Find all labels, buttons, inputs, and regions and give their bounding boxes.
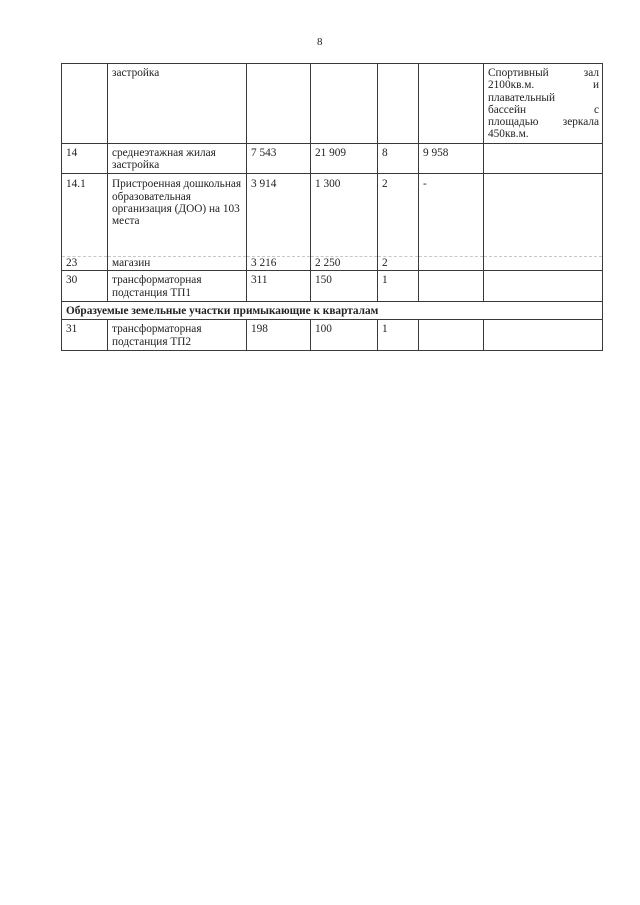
- cell-value-c: [378, 64, 419, 144]
- cell-value-b: 21 909: [311, 143, 378, 174]
- table-row: [62, 320, 603, 351]
- cell-divider: [419, 256, 483, 257]
- cell-name: застройка: [108, 64, 247, 144]
- note-line: плавательный: [488, 91, 556, 104]
- section-heading: Образуемые земельные участки примыкающие к кварталам: [62, 301, 603, 319]
- cell-note: [484, 64, 603, 144]
- section-heading-row: [62, 301, 603, 319]
- page-number: 8: [317, 36, 323, 48]
- cell-value-c: [378, 174, 419, 271]
- cell-value-a: [247, 64, 311, 144]
- cell-value-b: 150: [311, 271, 378, 302]
- cell-value-c: 1: [378, 271, 419, 302]
- note-line: площадью зеркала: [488, 116, 599, 129]
- cell-value-d: [419, 271, 484, 302]
- cell-value-c-bottom: 2: [382, 257, 388, 270]
- cell-number: 14: [62, 143, 108, 174]
- cell-name: трансформаторная подстанция ТП2: [108, 320, 247, 351]
- cell-value-b-bottom: 2 250: [315, 257, 341, 270]
- cell-number-bottom: 23: [66, 257, 78, 270]
- cell-value-a: 198: [247, 320, 311, 351]
- cell-value-d-top: -: [423, 178, 427, 191]
- cell-value-c-top: 2: [382, 178, 388, 191]
- note-line: Спортивный зал: [488, 67, 599, 79]
- cell-value-d: [419, 64, 484, 144]
- cell-name: среднеэтажная жилая застройка: [108, 143, 247, 174]
- cell-name: [108, 174, 247, 271]
- cell-name-top: Пристроенная дошкольная образовательная организация (ДОО) на 103 места: [112, 178, 242, 228]
- note-line: 2100кв.м. и: [488, 79, 599, 92]
- cell-value-a-bottom: 3 216: [251, 257, 277, 270]
- note-line: бассейн с: [488, 103, 599, 116]
- cell-value-d: [419, 320, 484, 351]
- note-line: 450кв.м.: [488, 128, 529, 141]
- cell-value-b-top: 1 300: [315, 178, 341, 191]
- cell-value-a: 7 543: [247, 143, 311, 174]
- cell-value-c: 1: [378, 320, 419, 351]
- table-row: [62, 143, 603, 174]
- cell-value-a-top: 3 914: [251, 178, 277, 191]
- cell-number: [62, 64, 108, 144]
- cell-value-c: 8: [378, 143, 419, 174]
- cell-value-d: 9 958: [419, 143, 484, 174]
- cell-value-a: [247, 174, 311, 271]
- cell-value-a: 311: [247, 271, 311, 302]
- cell-note: [484, 271, 603, 302]
- cell-number: [62, 174, 108, 271]
- cell-divider: [484, 256, 602, 257]
- cell-value-b: 100: [311, 320, 378, 351]
- cell-note: [484, 320, 603, 351]
- table-row: [62, 271, 603, 302]
- data-table: [61, 63, 603, 351]
- table-row: [62, 64, 603, 144]
- cell-value-d: [419, 174, 484, 271]
- cell-name: трансформаторная подстанция ТП1: [108, 271, 247, 302]
- cell-note: [484, 174, 603, 271]
- cell-number: 31: [62, 320, 108, 351]
- cell-number: 30: [62, 271, 108, 302]
- cell-value-b: [311, 64, 378, 144]
- cell-note: [484, 143, 603, 174]
- cell-name-bottom: магазин: [112, 257, 151, 270]
- cell-value-b: [311, 174, 378, 271]
- table-row: [62, 174, 603, 271]
- cell-number-top: 14.1: [66, 178, 86, 191]
